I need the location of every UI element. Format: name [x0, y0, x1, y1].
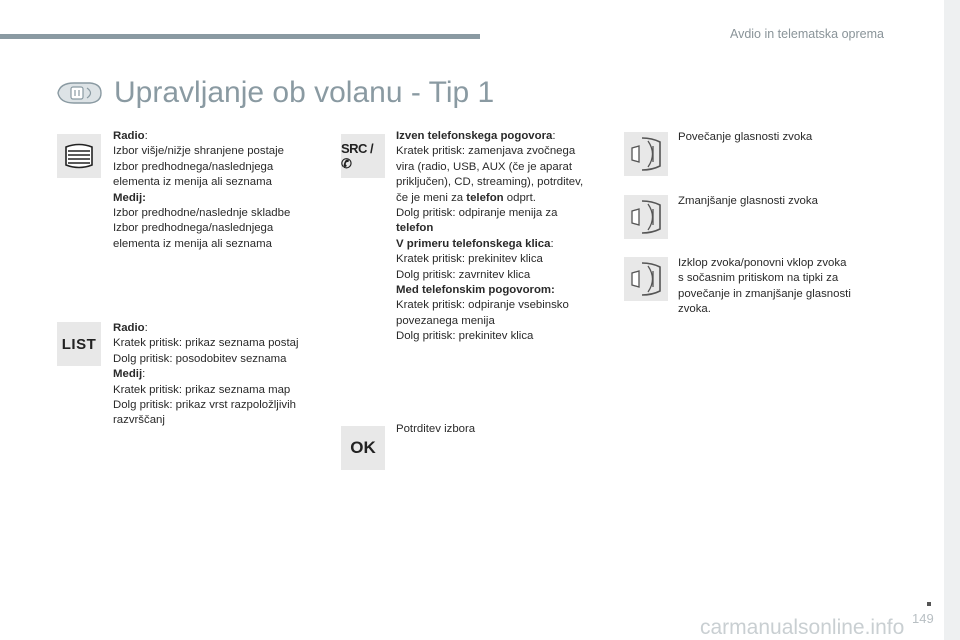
- radio-line: Dolg pritisk: posodobitev seznama: [113, 352, 287, 365]
- ok-button-icon: OK: [341, 426, 385, 470]
- media-line: Izbor predhodnega/naslednjega: [113, 222, 274, 235]
- media-label: Medij:: [113, 191, 146, 204]
- radio-label: Radio: [113, 130, 145, 142]
- side-strip: [944, 0, 960, 640]
- src-line: priključen), CD, streaming), potrditev,: [396, 176, 584, 189]
- src-line: odprt.: [503, 191, 536, 204]
- ok-description: Potrditev izbora: [396, 423, 476, 435]
- phone-keyword: telefon: [396, 222, 434, 235]
- mute-line: s sočasnim pritiskom na tipki za: [678, 272, 839, 285]
- header-rule: [0, 34, 480, 39]
- src-line: Dolg pritisk: odpiranje menija za: [396, 207, 558, 220]
- radio-line: Izbor višje/nižje shranjene postaje: [113, 145, 284, 158]
- src-line: Kratek pritisk: zamenjava zvočnega: [396, 145, 576, 158]
- src-line: Kratek pritisk: odpiranje vsebinsko: [396, 299, 569, 312]
- page-number: 149: [912, 611, 934, 626]
- volume-up-graphic: [626, 134, 666, 174]
- radio-line: Izbor predhodnega/naslednjega: [113, 160, 274, 173]
- src-line: vira (radio, USB, AUX (če je aparat: [396, 160, 572, 173]
- mute-button-icon: [624, 257, 668, 301]
- src-line: če je meni za: [396, 191, 467, 204]
- list-button-icon: LIST: [57, 322, 101, 366]
- during-call-label: Med telefonskim pogovorom:: [396, 284, 555, 297]
- media-line: elementa iz menija ali seznama: [113, 237, 272, 250]
- scroll-wheel-icon: [57, 134, 101, 178]
- page-marker-dot: [927, 602, 931, 606]
- scroll-wheel-description: Radio: Izbor višje/nižje shranjene postaje Izbor predhodnega/naslednjega elementa iz menija ali seznama Medij: Izbor predhodne/naslednje skladbe Izbor predhodnega/naslednjega elementa iz menija ali seznama: [113, 129, 323, 252]
- media-line: Izbor predhodne/naslednje skladbe: [113, 207, 291, 220]
- src-line: povezanega menija: [396, 314, 495, 327]
- media-label: Medij: [113, 368, 143, 381]
- radio-label: Radio: [113, 322, 145, 334]
- src-line: Dolg pritisk: zavrnitev klica: [396, 268, 531, 281]
- volume-up-button-icon: [624, 132, 668, 176]
- src-line: Dolg pritisk: prekinitev klica: [396, 330, 534, 343]
- list-description: Radio: Kratek pritisk: prikaz seznama postaj Dolg pritisk: posodobitev seznama Medij: Kratek pritisk: prikaz seznama map Dolg pritisk: prikaz vrst razpoložljivih razvrščanj: [113, 321, 328, 429]
- volume-down-button-icon: [624, 195, 668, 239]
- mute-line: Izklop zvoka/ponovni vklop zvoka: [678, 257, 847, 269]
- src-phone-button-icon: SRC / ✆: [341, 134, 385, 178]
- media-line: Dolg pritisk: prikaz vrst razpoložljivih: [113, 399, 296, 412]
- media-line: Kratek pritisk: prikaz seznama map: [113, 383, 291, 396]
- mute-description: [678, 256, 898, 318]
- mute-line: zvoka.: [678, 303, 711, 316]
- mute-line: povečanje in zmanjšanje glasnosti: [678, 287, 851, 300]
- mute-graphic: [626, 259, 666, 299]
- outside-call-label: Izven telefonskega pogovora: [396, 130, 553, 142]
- page-title: Upravljanje ob volanu - Tip 1: [114, 76, 495, 109]
- radio-line: elementa iz menija ali seznama: [113, 176, 272, 189]
- incoming-call-label: V primeru telefonskega klica: [396, 237, 551, 250]
- volume-down-description: Zmanjšanje glasnosti zvoka: [678, 195, 818, 207]
- src-description: Izven telefonskega pogovora: Kratek pritisk: zamenjava zvočnega vira (radio, USB, AUX (če je aparat priključen), CD, streaming), potrditev, če je meni za telefon odprt. Dolg pritisk: odpiranje menija za telefon V primeru telefonskega klica: Kratek pritisk: prekinitev klica Dolg pritisk: zavrnitev klica Med telefonskim pogovorom: Kratek pritisk: odpiranje vsebinsko povezanega menija Dolg pritisk: prekinitev klica: [396, 129, 611, 345]
- src-line: Kratek pritisk: prekinitev klica: [396, 253, 543, 266]
- watermark: carmanualsonline.info: [700, 616, 905, 639]
- media-line: razvrščanj: [113, 414, 165, 427]
- volume-up-description: Povečanje glasnosti zvoka: [678, 131, 813, 143]
- steering-wheel-controls-icon: [54, 80, 104, 106]
- volume-down-graphic: [626, 197, 666, 237]
- section-title: Avdio in telematska oprema: [729, 27, 884, 41]
- scroll-wheel-graphic: [63, 141, 95, 171]
- radio-line: Kratek pritisk: prikaz seznama postaj: [113, 337, 299, 350]
- phone-keyword: telefon: [466, 191, 504, 204]
